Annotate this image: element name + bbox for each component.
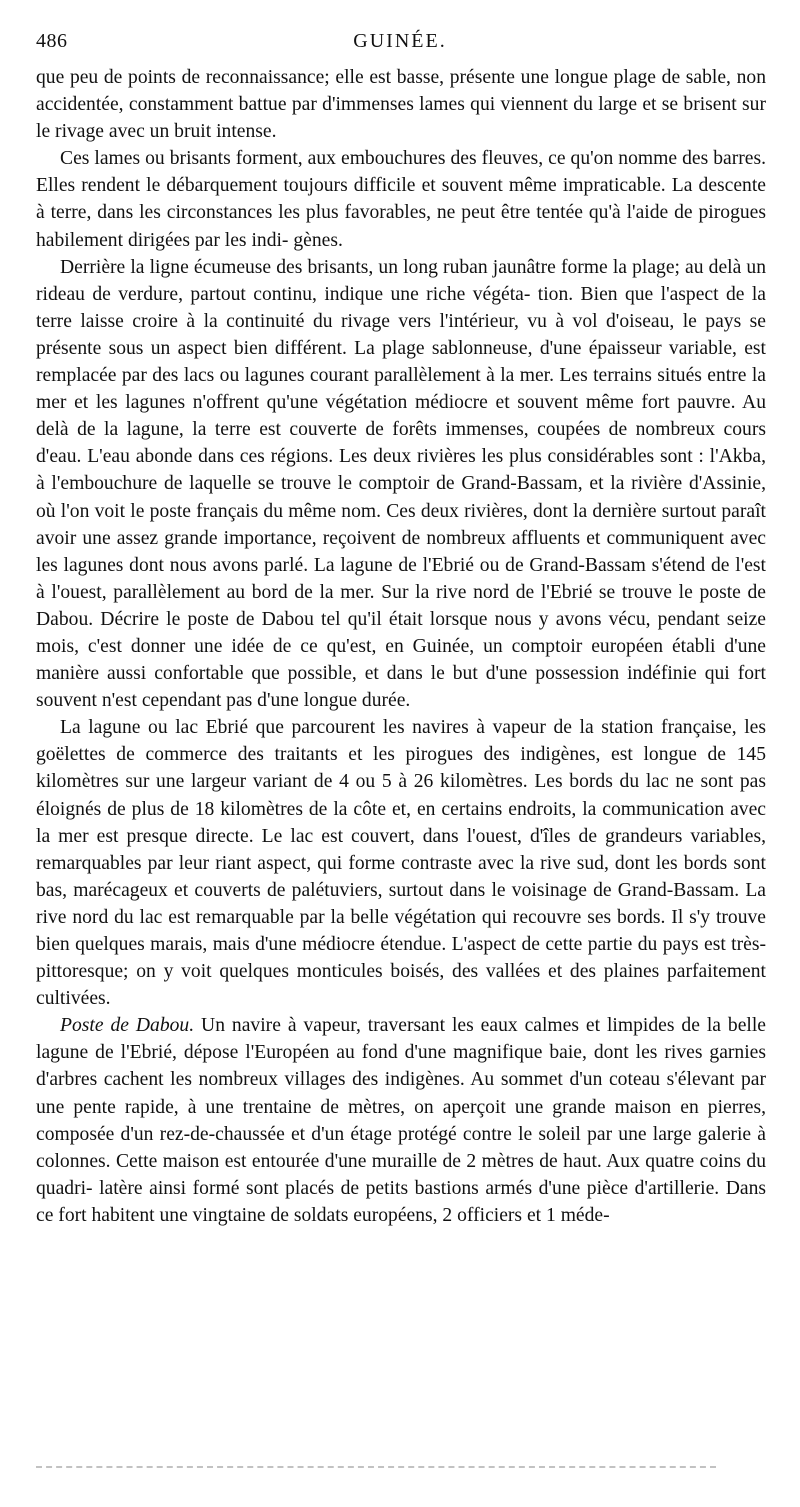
paragraph: La lagune ou lac Ebrié que parcourent les navires à vapeur de la station française, les goëlettes de commerce des traitants et les pirogues des indigènes, est longue de 145 kilomètres sur une largeur variant de 4 ou 5 à 26 kilomètres. Les bords du lac ne sont pas éloignés de plus de 18 kilomètres de la côte et, en certains endroits, la communication avec la mer est presque directe. Le lac est couvert, dans l'ouest, d'îles de grandeurs variables, remarquables par leur riant aspect, qui forme contraste avec la rive sud, dont les bords sont bas, marécageux et couverts de palétuviers, surtout dans le voisinage de Grand-Bassam. La rive nord du lac est remarquable par la belle végétation qui recouvre ses bords. Il s'y trouve bien quelques marais, mais d'une médiocre étendue. L'aspect de cette partie du pays est très-pittoresque; on y voit quelques monticules boisés, des vallées et des plaines parfaitement cultivées.: [36, 717, 766, 1010]
body-text: [36, 64, 766, 1229]
footer-rule: [36, 1466, 716, 1468]
section-lead: Poste de Dabou.: [60, 1015, 195, 1037]
running-title: GUINÉE.: [353, 30, 447, 52]
paragraph: [36, 1012, 766, 1229]
paragraph: Ces lames ou brisants forment, aux embouchures des fleuves, ce qu'on nomme des barres. Elles rendent le débarquement toujours difficile et souvent même impraticable. La descente à terre, dans les circonstances les plus favorables, ne peut être tentée qu'à l'aide de pirogues habilement dirigées par les indi- gènes.: [36, 148, 766, 251]
paragraph: Derrière la ligne écumeuse des brisants, un long ruban jaunâtre forme la plage; au delà un rideau de verdure, partout continu, indique une riche végéta- tion. Bien que l'aspect de la terre laisse croire à la continuité du rivage vers l'intérieur, vu à vol d'oiseau, le pays se présente sous un aspect bien différent. La plage sablonneuse, d'une épaisseur variable, est remplacée par des lacs ou lagunes courant parallèlement à la mer. Les terrains situés entre la mer et les lagunes n'offrent qu'une végétation médiocre et souvent même fort pauvre. Au delà de la lagune, la terre est couverte de forêts immenses, coupées de nombreux cours d'eau. L'eau abonde dans ces régions. Les deux rivières les plus considérables sont : l'Akba, à l'embouchure de laquelle se trouve le comptoir de Grand-Bassam, et la rivière d'Assinie, où l'on voit le poste français du même nom. Ces deux rivières, dont la dernière surtout paraît avoir une assez grande importance, reçoivent de nombreux affluents et communiquent avec les lagunes dont nous avons parlé. La lagune de l'Ebrié ou de Grand-Bassam s'étend de l'est à l'ouest, parallèlement au bord de la mer. Sur la rive nord de l'Ebrié se trouve le poste de Dabou. Décrire le poste de Dabou tel qu'il était lorsque nous y avons vécu, pendant seize mois, c'est donner une idée de ce qu'est, en Guinée, un comptoir européen établi d'une manière aussi confortable que possible, et dans le but d'une possession indéfinie qui fort souvent n'est cependant pas d'une longue durée.: [36, 256, 766, 712]
paragraph-text: Un navire à vapeur, traversant les eaux calmes et limpides de la belle lagune de l'Ebrié, dépose l'Européen au fond d'une magnifique baie, dont les rives garnies d'arbres cachent les nombreux villages des indigènes. Au sommet d'un coteau s'élevant par une pente rapide, à une trentaine de mètres, on aperçoit une grande maison en pierres, composée d'un rez-de-chaussée et d'un étage protégé contre le soleil par une large galerie à colonnes. Cette maison est entourée d'une muraille de 2 mètres de haut. Aux quatre coins du quadri- latère ainsi formé sont placés de petits bastions armés d'une pièce d'artillerie. Dans ce fort habitent une vingtaine de soldats européens, 2 officiers et 1 méde-: [36, 1015, 766, 1226]
paragraph: que peu de points de reconnaissance; elle est basse, présente une longue plage de sable, non accidentée, constamment battue par d'immenses lames qui viennent du large et se brisent sur le rivage avec un bruit intense.: [36, 67, 766, 143]
page-number: 486: [36, 30, 68, 52]
page-header: [36, 30, 764, 58]
